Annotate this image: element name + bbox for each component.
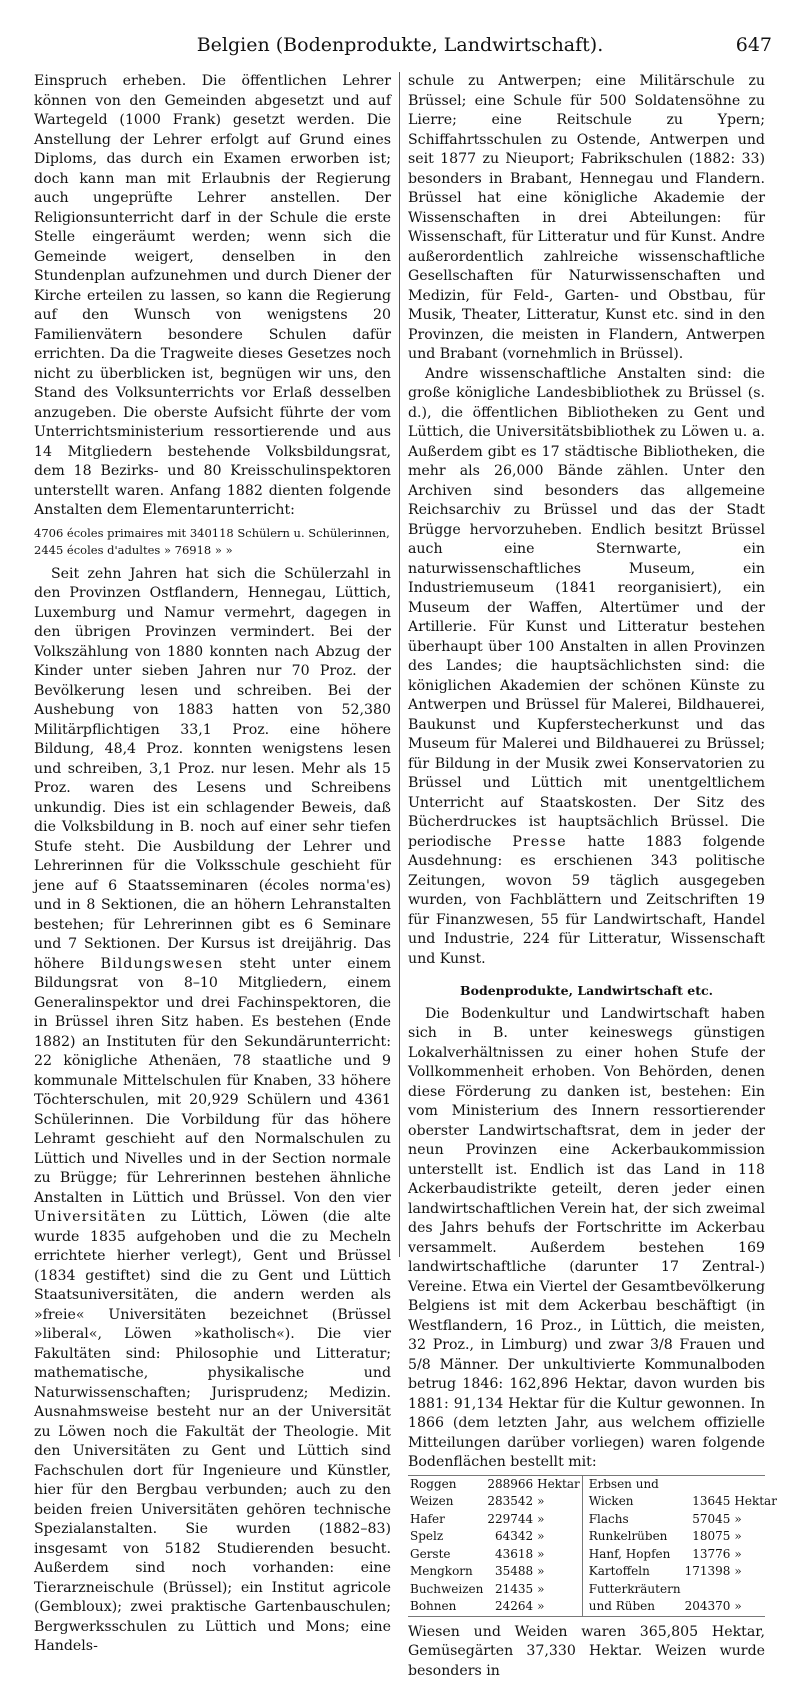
crop-name: Bohnen [408, 1598, 485, 1616]
text-run: hatte 1883 folgende Ausdehnung: es erschienen 343 politische Zeitungen, wovon 59 täglich ausgegeben wurden, von Fachblättern und Zeitschriften 19 für Finanzwesen, 55 für Landwirtschaft, Handel und Industrie, 224 für Litteratur, Wissenschaft und Kunst. [408, 834, 765, 967]
crop-value: 43618 [485, 1546, 535, 1564]
text-run: Seit zehn Jahren hat sich die Schülerzahl in den Provinzen Ostflandern, Hennegau, Lüttich, Luxemburg und Namur vermehrt, dagegen in den übrigen Provinzen vermindert. Bei der Volkszählung von 1880 konnten nach Abzug der Kinder unter sieben Jahren nur 70 Proz. der Bevölkerung lesen und schreiben. Bei der Aushebung von 1883 hatten von 52,380 Militärpflichtigen 33,1 Proz. eine höhere Bildung, 48,4 Proz. konnten wenigstens lesen und schreiben, 3,1 Proz. nur lesen. Mehr als 15 Proz. waren des Lesens und Schreibens unkundig. Dies ist ein schlagender Beweis, daß die Volksbildung in B. noch auf einer sehr tiefen Stufe steht. Die Ausbildung der Lehrer und Lehrerinnen für die Volksschule geschieht für jene auf 6 Staatsseminaren (écoles norma'es) und in 8 Sektionen, die an höhern Lehranstalten bestehen; für Lehrerinnen gibt es 6 Seminare und 7 Sektionen. Der Kursus ist dreijährig. Das höhere [34, 566, 391, 972]
paragraph: Einspruch erheben. Die öffentlichen Lehrer können von den Gemeinden abgesetzt und auf Wartegeld (1000 Frank) gesetzt werden. Die Anstellung der Lehrer erfolgt auf Grund eines Diploms, das durch ein Examen erworben ist; doch kann man mit Erlaubnis der Regierung auch ungeprüfte Lehrer anstellen. Der Religionsunterricht darf in der Schule die erste Stelle eingeräumt werden; wenn sich die Gemeinde weigert, denselben in den Stundenplan aufzunehmen und durch Diener der Kirche erteilen zu lassen, so kann die Regierung auf den Wunsch von wenigstens 20 Familienvätern besondere Schulen dafür errichten. Da die Tragweite dieses Gesetzes noch nicht zu überblicken ist, begnügen wir uns, den Stand des Volksunterrichts vor Erlaß desselben anzugeben. Die oberste Aufsicht führte der vom Unterrichtsministerium ressortierende und aus 14 Mitgliedern bestehende Volksbildungsrat, dem 18 Bezirks- und 80 Kreisschulinspektoren unterstellt waren. Anfang 1882 dienten folgende Anstalten dem Elementarunterricht: [34, 72, 391, 521]
crop-name: Erbsen und [582, 1476, 682, 1494]
crop-unit: » [535, 1511, 582, 1529]
crop-name: und Rüben [582, 1598, 682, 1616]
table-row [408, 1546, 779, 1564]
stat-line: 4706 écoles primaires mit 340118 Schülern u. Schülerinnen, [34, 525, 391, 542]
crop-name: Hanf, Hopfen [582, 1546, 682, 1564]
crop-unit: » [535, 1493, 582, 1511]
crop-name: Weizen [408, 1493, 485, 1511]
crop-unit: » [732, 1563, 779, 1581]
crop-value: 13645 [683, 1493, 733, 1511]
crop-name: Kartoffeln [582, 1563, 682, 1581]
crop-value: 18075 [683, 1528, 733, 1546]
table-row [408, 1598, 779, 1616]
crop-value: 288966 [485, 1476, 535, 1494]
crop-name: Wicken [582, 1493, 682, 1511]
crop-name: Flachs [582, 1511, 682, 1529]
crop-name: Gerste [408, 1546, 485, 1564]
paragraph [34, 565, 391, 1657]
crop-unit: Hektar [535, 1476, 582, 1494]
crop-unit [732, 1476, 779, 1494]
crop-unit: » [732, 1598, 779, 1616]
crop-name: Roggen [408, 1476, 485, 1494]
text-run: steht unter einem Bildungsrat von 8–10 Mitgliedern, einem Generalinspektor und drei Fachinspektoren, die in Brüssel ihren Sitz haben. Es bestehen (Ende 1882) an Instituten für den Sekundärunterricht: 22 königliche Athenäen, 78 staatliche und 9 kommunale Mittelschulen für Knaben, 33 höhere Töchterschulen, mit 20,929 Schülern und 4361 Schülerinnen. Die Vorbildung für das höhere Lehramt geschieht auf den Normalschulen zu Lüttich und Nivelles und in der Section normale zu Brügge; für Lehrerinnen bestehen ähnliche Anstalten in Lüttich und Brüssel. Von den vier [34, 956, 391, 1206]
crop-value: 283542 [485, 1493, 535, 1511]
table-row [408, 1528, 779, 1546]
crop-name: Futterkräutern [582, 1581, 682, 1599]
page-header [0, 34, 800, 64]
table-row [408, 1581, 779, 1599]
crop-value: 35488 [485, 1563, 535, 1581]
crop-unit: » [535, 1546, 582, 1564]
running-title: Belgien (Bodenprodukte, Landwirtschaft). [0, 34, 800, 56]
right-column [408, 72, 765, 1681]
crop-value: 171398 [683, 1563, 733, 1581]
page-number: 647 [736, 34, 772, 56]
crop-unit [732, 1581, 779, 1599]
spaced-term: Bildungswesen [100, 956, 223, 972]
crop-name: Buchweizen [408, 1581, 485, 1599]
crop-value: 57045 [683, 1511, 733, 1529]
crop-value: 229744 [485, 1511, 535, 1529]
column-divider [399, 72, 400, 1257]
crop-unit: » [732, 1546, 779, 1564]
paragraph [408, 365, 765, 970]
crop-unit: » [732, 1511, 779, 1529]
paragraph: schule zu Antwerpen; eine Militärschule zu Brüssel; eine Schule für 500 Soldatensöhne zu Lierre; eine Reitschule zu Ypern; Schiffahrtsschulen zu Ostende, Antwerpen und seit 1877 zu Nieuport; Fabrikschulen (1882: 33) besonders in Brabant, Hennegau und Flandern. Brüssel hat eine königliche Akademie der Wissenschaften in drei Abteilungen: für Wissenschaft, für Litteratur und für Kunst. Andre außerordentlich zahlreiche wissenschaftliche Gesellschaften für Naturwissenschaften und Medizin, für Feld-, Garten- und Obstbau, für Musik, Theater, Litteratur, Kunst etc. sind in den Provinzen, die meisten in Flandern, Antwerpen und Brabant (vornehmlich in Brüssel). [408, 72, 765, 365]
left-column [34, 72, 391, 1657]
spaced-term: Presse [512, 834, 566, 850]
text-run: zu Lüttich, Löwen (die alte wurde 1835 aufgehoben und die zu Mecheln errichtete hierher verlegt), Gent und Brüssel (1834 gestiftet) sind die zu Gent und Lüttich Staatsuniversitäten, die andern werden als »freie« Universitäten bezeichnet (Brüssel »liberal«, Löwen »katholisch«). Die vier Fakultäten sind: Philosophie und Litteratur; mathematische, physikalische und Naturwissenschaften; Jurisprudenz; Medizin. Ausnahmsweise besteht nur an der Universität zu Löwen noch die Fakultät der Theologie. Mit den Universitäten zu Gent und Lüttich sind Fachschulen dort für Ingenieure und Künstler, hier für den Bergbau verbunden; auch zu den beiden freien Universitäten gehören technische Spezialanstalten. Sie wurden (1882–83) insgesamt von 5182 Studierenden besucht. Außerdem sind noch vorhanden: eine Tierarzneischule (Brüssel); ein Institut agricole (Gembloux); zwei praktische Gartenbauschulen; Bergwerksschulen zu Lüttich und Mons; eine Handels- [34, 1209, 391, 1654]
crop-value: 64342 [485, 1528, 535, 1546]
section-heading: Bodenprodukte, Landwirtschaft etc. [408, 981, 765, 1001]
crop-name: Spelz [408, 1528, 485, 1546]
crop-name: Runkelrüben [582, 1528, 682, 1546]
crop-unit: » [535, 1563, 582, 1581]
table-row [408, 1493, 779, 1511]
spaced-term: Universitäten [34, 1209, 146, 1225]
crop-value: 13776 [683, 1546, 733, 1564]
crop-value [683, 1581, 733, 1599]
crop-value: 21435 [485, 1581, 535, 1599]
crop-unit: » [535, 1581, 582, 1599]
table-row [408, 1563, 779, 1581]
text-run: Andre wissenschaftliche Anstalten sind: die große königliche Landesbibliothek zu Brüssel (s. d.), die öffentlichen Bibliotheken zu Gent und Lüttich, die Universitätsbibliothek zu Löwen u. a. Außerdem gibt es 17 städtische Bibliotheken, die mehr als 26,000 Bände zählen. Unter den Archiven sind besonders das allgemeine Reichsarchiv zu Brüssel und das der Stadt Brügge hervorzuheben. Endlich besitzt Brüssel auch eine Sternwarte, ein naturwissenschaftliches Museum, ein Industriemuseum (1841 reorganisiert), ein Museum der Waffen, Altertümer und der Artillerie. Für Kunst und Litteratur bestehen überhaupt über 100 Anstalten in allen Provinzen des Landes; die hauptsächlichsten sind: die königlichen Akademien der schönen Künste zu Antwerpen und Brüssel für Malerei, Bildhauerei, Baukunst und Kupferstecherkunst und das Museum für Malerei und Bildhauerei zu Brüssel; für Bildung in der Musik zwei Konservatorien zu Brüssel und Lüttich mit unentgeltlichem Unterricht auf Staatskosten. Der Sitz des Bücherdruckes ist hauptsächlich Brüssel. Die periodische [408, 366, 765, 850]
school-statistics [34, 525, 391, 559]
crop-unit: » [732, 1528, 779, 1546]
crop-value: 24264 [485, 1598, 535, 1616]
crop-unit: Hektar [732, 1493, 779, 1511]
crop-unit: » [535, 1528, 582, 1546]
table-row [408, 1511, 779, 1529]
crop-table [408, 1475, 765, 1617]
crop-unit: » [535, 1598, 582, 1616]
table-row [408, 1476, 779, 1494]
crop-name: Hafer [408, 1511, 485, 1529]
paragraph: Die Bodenkultur und Landwirtschaft haben sich in B. unter keineswegs günstigen Lokalverhältnissen zu einer hohen Stufe der Vollkommenheit erhoben. Von Behörden, denen diese Förderung zu danken ist, bestehen: Ein vom Ministerium des Innern ressortierender oberster Landwirtschaftsrat, dem in jeder der neun Provinzen eine Ackerbaukommission unterstellt ist. Endlich ist das Land in 118 Ackerbaudistrikte geteilt, deren jeder einen landwirtschaftlichen Verein hat, der sich zweimal des Jahrs behufs der Fortschritte im Ackerbau versammelt. Außerdem bestehen 169 landwirtschaftliche (darunter 17 Zentral-) Vereine. Etwa ein Viertel der Gesamtbevölkerung Belgiens ist mit dem Ackerbau beschäftigt (in Westflandern, 16 Proz., in Lüttich, die meisten, 32 Proz., in Limburg) und zwar 3/8 Frauen und 5/8 Männer. Der unkultivierte Kommunalboden betrug 1846: 162,896 Hektar, davon wurden bis 1881: 91,134 Hektar für die Kultur gewonnen. In 1866 (dem letzten Jahr, aus welchem offizielle Mitteilungen darüber vorliegen) waren folgende Bodenflächen bestellt mit: [408, 1005, 765, 1473]
crop-value: 204370 [683, 1598, 733, 1616]
crop-name: Mengkorn [408, 1563, 485, 1581]
crop-value [683, 1476, 733, 1494]
crop-table-grid [408, 1476, 779, 1616]
paragraph: Wiesen und Weiden waren 365,805 Hektar, Gemüsegärten 37,330 Hektar. Weizen wurde besonders in [408, 1623, 765, 1681]
stat-line: 2445 écoles d'adultes » 76918 » » [34, 542, 391, 559]
